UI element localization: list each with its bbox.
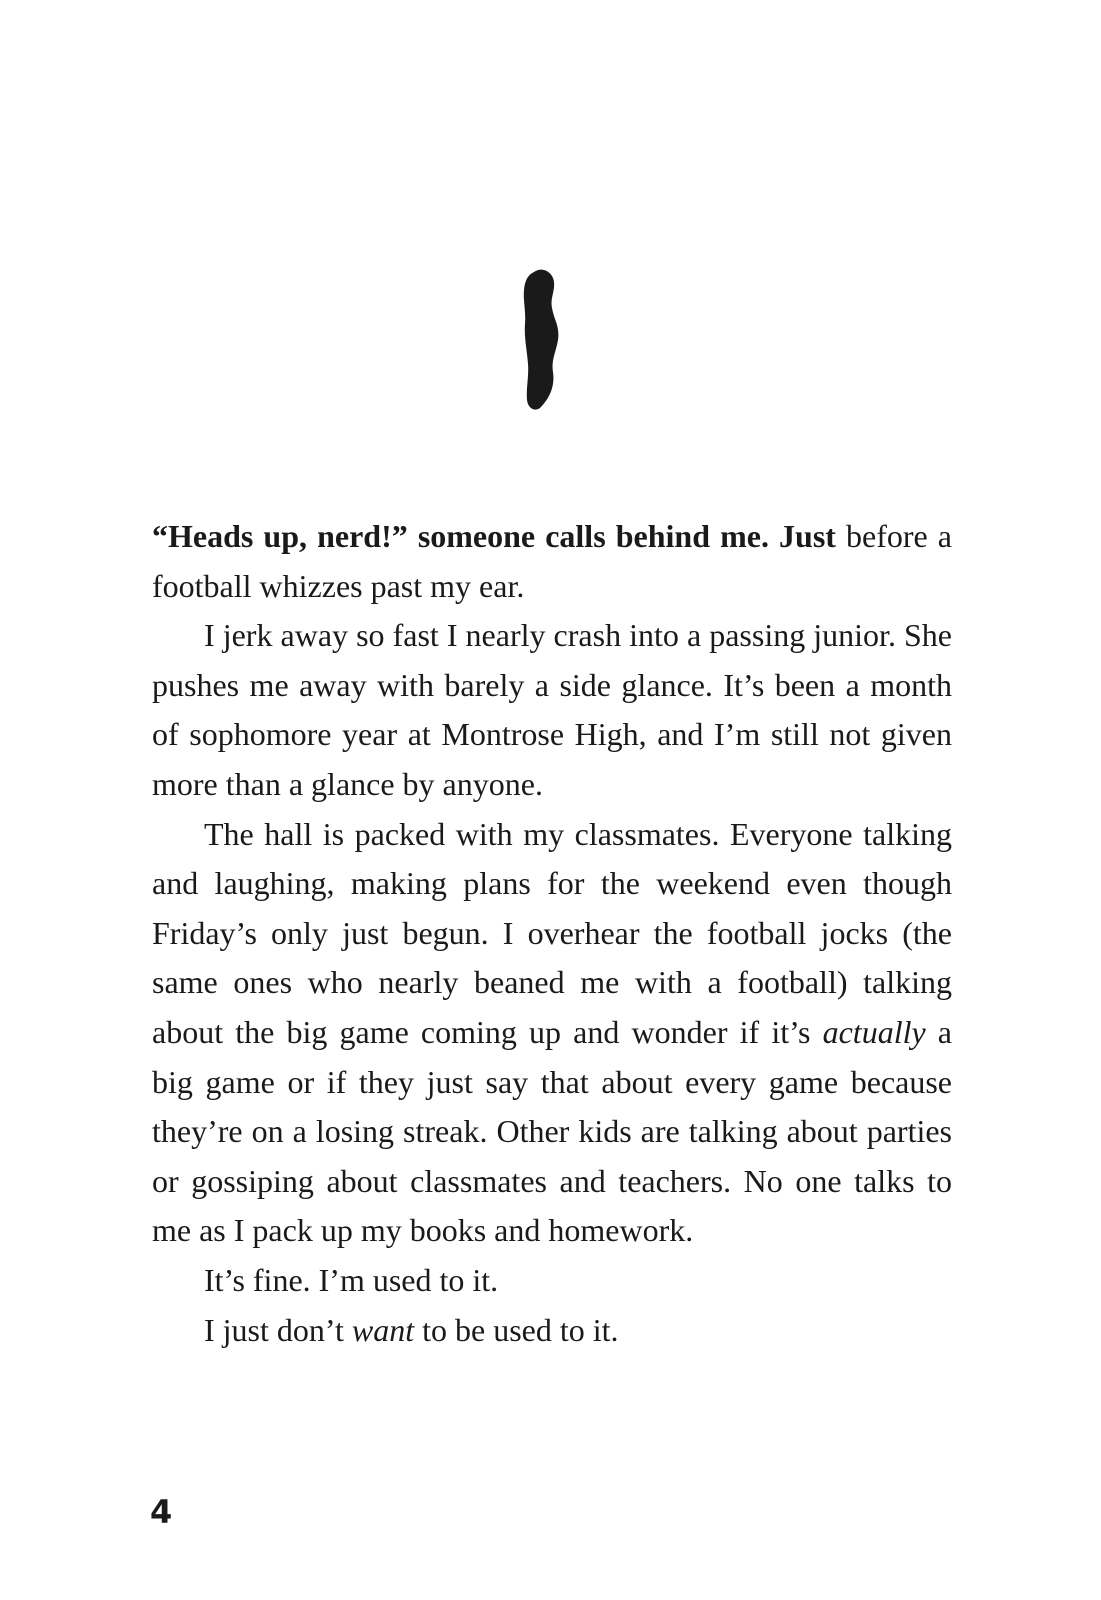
- paragraph-2: [152, 611, 952, 809]
- paragraph-1: [152, 512, 952, 611]
- paragraph-5: [152, 1306, 952, 1356]
- paragraph-3: [152, 810, 952, 1256]
- paragraph-emphasis: actually: [822, 1013, 926, 1050]
- chapter-number: [520, 268, 564, 412]
- page-number: 4: [150, 1493, 173, 1531]
- chapter-body: [152, 512, 952, 1355]
- paragraph-emphasis: want: [351, 1311, 415, 1348]
- paragraph-4: [152, 1256, 952, 1306]
- paragraph-text: I jerk away so fast I nearly crash into a passing junior. She pushes me away with barely a side glance. It’s been a month of sophomore year at Montrose High, and I’m still not given more than a glance by anyone.: [152, 617, 952, 802]
- paragraph-text-before: The hall is packed with my classmates. Everyone talking and laughing, making plans for the weekend even though Friday’s only just begun. I overhear the football jocks (the same ones who nearly beaned me with a football) talking about the big game coming up and wonder if it’s: [152, 815, 952, 1050]
- paragraph-text-after: a big game or if they just say that about every game because they’re on a losing streak. Other kids are talking about parties or gossiping about classmates and teachers. No one talks to me as I pack up my books and homework.: [152, 1013, 953, 1249]
- paragraph-text: It’s fine. I’m used to it.: [204, 1261, 499, 1298]
- paragraph-text: before a football whizzes past my ear.: [152, 518, 953, 604]
- paragraph-text-before: I just don’t: [204, 1311, 352, 1348]
- paragraph-lead-in: “Heads up, nerd!” someone calls behind me. Just: [152, 518, 836, 554]
- paragraph-text-after: to be used to it.: [414, 1311, 619, 1348]
- chapter-number-glyph: [520, 268, 564, 412]
